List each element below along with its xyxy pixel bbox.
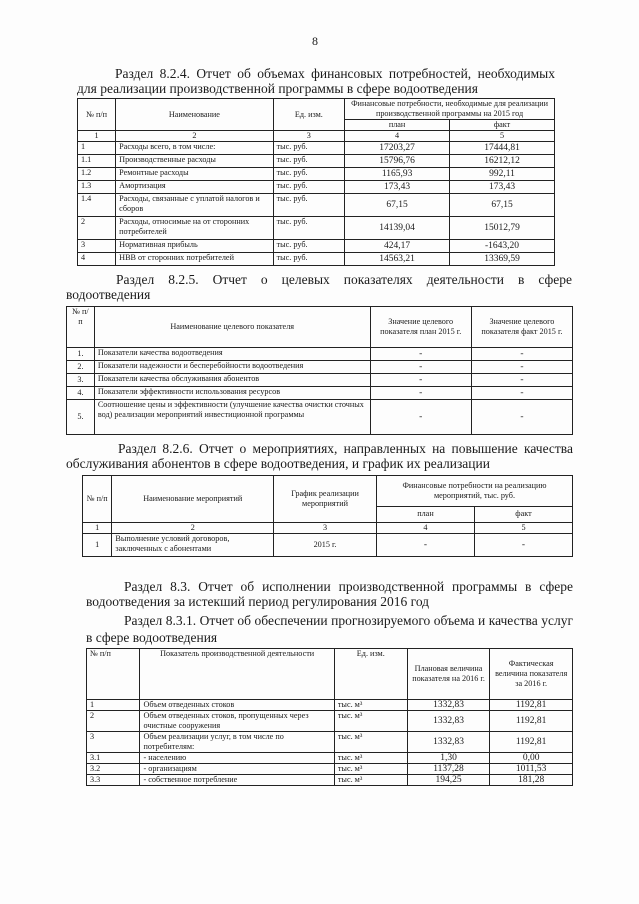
table-cell: тыс. руб. — [273, 194, 345, 217]
table-cell: 1192,81 — [490, 732, 573, 753]
table-cell: - — [471, 374, 572, 387]
table-cell: тыс. руб. — [273, 155, 345, 168]
section-8-2-6-title-text: Раздел 8.2.6. Отчет о мероприятиях, направленных на повышение качества обслуживания абонентов в сфере водоотведения, и график их реализации — [66, 441, 573, 471]
table-cell: 1 — [83, 534, 112, 557]
table-cell: 4. — [67, 387, 95, 400]
table-cell: 1192,81 — [490, 700, 573, 711]
table-cell: тыс. м³ — [334, 732, 407, 753]
header-name: Показатель производственной деятельности — [140, 649, 334, 700]
table-cell: - — [370, 400, 471, 435]
table-row — [78, 155, 555, 168]
table-row — [78, 194, 555, 217]
table-cell: 1.2 — [78, 168, 116, 181]
header-schedule: График реализации мероприятий — [274, 476, 377, 523]
section-8-3-1-title — [86, 612, 573, 646]
table-row — [67, 348, 573, 361]
header-num: № п/п — [78, 99, 116, 131]
column-index: 5 — [450, 131, 555, 142]
column-index: 2 — [112, 523, 274, 534]
column-index: 1 — [83, 523, 112, 534]
table-cell: 173,43 — [345, 181, 450, 194]
table-cell: 0,00 — [490, 753, 573, 764]
column-index: 2 — [116, 131, 273, 142]
table-cell: Производственные расходы — [116, 155, 273, 168]
table-cell: 1332,83 — [407, 711, 490, 732]
table-row — [67, 387, 573, 400]
section-8-2-5-title — [66, 272, 572, 302]
table-cell: - — [471, 361, 572, 374]
page-content — [0, 66, 639, 786]
table-cell: 1332,83 — [407, 732, 490, 753]
financial-needs-table — [77, 98, 555, 266]
column-index: 1 — [78, 131, 116, 142]
column-index: 5 — [474, 523, 572, 534]
header-group: Финансовые потребности, необходимые для реализации производственной программы на 2015 год — [345, 99, 555, 120]
table-cell: - — [370, 348, 471, 361]
column-index-row — [78, 131, 555, 142]
table-cell: 1,30 — [407, 753, 490, 764]
table-cell: 3 — [87, 732, 140, 753]
table-cell: 1.4 — [78, 194, 116, 217]
header-fact: факт — [474, 506, 572, 522]
table-cell: тыс. руб. — [273, 240, 345, 253]
table-cell: тыс. руб. — [273, 253, 345, 266]
table-row — [87, 775, 573, 786]
table-cell: Расходы всего, в том числе: — [116, 142, 273, 155]
table-cell: 1 — [78, 142, 116, 155]
table-cell: тыс. м³ — [334, 711, 407, 732]
table-cell: Нормативная прибыль — [116, 240, 273, 253]
section-8-2-4-title-text: Раздел 8.2.4. Отчет об объемах финансовых потребностей, необходимых для реализации производственной программы в сфере водоотведения — [77, 66, 555, 96]
table-row — [78, 253, 555, 266]
table-row — [87, 700, 573, 711]
table-cell: 173,43 — [450, 181, 555, 194]
table-cell: - — [471, 387, 572, 400]
table-cell: 1192,81 — [490, 711, 573, 732]
section-8-2-6-title — [66, 441, 573, 471]
header-plan: план — [345, 120, 450, 131]
column-index: 3 — [273, 131, 345, 142]
header-name: Наименование мероприятий — [112, 476, 274, 523]
table-cell: - — [471, 348, 572, 361]
column-index-row — [83, 523, 573, 534]
section-8-3-1-title-text: Раздел 8.3.1. Отчет об обеспечении прогнозируемого объема и качества услуг в сфере водоотведения — [86, 613, 573, 645]
table-cell: Расходы, относимые на от сторонних потребителей — [116, 217, 273, 240]
table-row — [67, 374, 573, 387]
table-cell: Ремонтные расходы — [116, 168, 273, 181]
table-cell: Выполнение условий договоров, заключенных с абонентами — [112, 534, 274, 557]
table-cell: Показатели эффективности использования ресурсов — [94, 387, 370, 400]
table-cell: 3.1 — [87, 753, 140, 764]
table-cell: - организациям — [140, 764, 334, 775]
table-cell: тыс. руб. — [273, 181, 345, 194]
table-cell: 1.1 — [78, 155, 116, 168]
table-cell: 13369,59 — [450, 253, 555, 266]
table-cell: 17203,27 — [345, 142, 450, 155]
table-cell: -1643,20 — [450, 240, 555, 253]
section-8-2-4-title — [77, 66, 555, 96]
table-cell: 3. — [67, 374, 95, 387]
header-fact: факт — [450, 120, 555, 131]
table-cell: Объем отведенных стоков, пропущенных через очистные сооружения — [140, 711, 334, 732]
column-index: 4 — [376, 523, 474, 534]
table-cell: - — [474, 534, 572, 557]
header-plan: Значение целевого показателя план 2015 г. — [370, 307, 471, 348]
header-plan: Плановая величина показателя на 2016 г. — [407, 649, 490, 700]
table-cell: 15796,76 — [345, 155, 450, 168]
table-cell: 424,17 — [345, 240, 450, 253]
table-cell: 4 — [78, 253, 116, 266]
table-row — [87, 753, 573, 764]
header-name: Наименование — [116, 99, 273, 131]
table-cell: - населению — [140, 753, 334, 764]
table-cell: 67,15 — [345, 194, 450, 217]
table-row — [78, 217, 555, 240]
table-cell: - — [370, 374, 471, 387]
header-group: Финансовые потребности на реализацию мероприятий, тыс. руб. — [376, 476, 572, 507]
table-row — [67, 400, 573, 435]
table-cell: Расходы, связанные с уплатой налогов и сборов — [116, 194, 273, 217]
table-cell: 3 — [78, 240, 116, 253]
table-row — [78, 181, 555, 194]
table-cell: 1165,93 — [345, 168, 450, 181]
table-cell: - собственное потребление — [140, 775, 334, 786]
table-cell: 1 — [87, 700, 140, 711]
table-cell: 67,15 — [450, 194, 555, 217]
table-cell: Объем реализации услуг, в том числе по потребителям: — [140, 732, 334, 753]
table-cell: 17444,81 — [450, 142, 555, 155]
table-row — [83, 534, 573, 557]
table-cell: НВВ от сторонних потребителей — [116, 253, 273, 266]
table-cell: 181,28 — [490, 775, 573, 786]
table-cell: 1. — [67, 348, 95, 361]
section-8-2-5-title-text: Раздел 8.2.5. Отчет о целевых показателях деятельности в сфере водоотведения — [66, 272, 572, 302]
table-row — [87, 711, 573, 732]
table-cell: 194,25 — [407, 775, 490, 786]
table-cell: Соотношение цены и эффективности (улучшение качества очистки сточных вод) реализации мероприятий инвестиционной программы — [94, 400, 370, 435]
table-cell: тыс. руб. — [273, 217, 345, 240]
table-cell: 14139,04 — [345, 217, 450, 240]
header-unit: Ед. изм. — [334, 649, 407, 700]
column-index: 3 — [274, 523, 377, 534]
header-fact: Фактическая величина показателя за 2016 г. — [490, 649, 573, 700]
table-cell: Амортизация — [116, 181, 273, 194]
table-cell: тыс. м³ — [334, 775, 407, 786]
table-cell: тыс. м³ — [334, 764, 407, 775]
section-8-3-title-text: Раздел 8.3. Отчет об исполнении производственной программы в сфере водоотведения за истекший период регулирования 2016 год — [86, 579, 573, 609]
table-cell: Показатели надежности и бесперебойности водоотведения — [94, 361, 370, 374]
table-cell: 992,11 — [450, 168, 555, 181]
table-row — [87, 764, 573, 775]
table-row — [78, 142, 555, 155]
table-cell: 2015 г. — [274, 534, 377, 557]
table-row — [87, 732, 573, 753]
table-cell: тыс. руб. — [273, 142, 345, 155]
table-cell: 1.3 — [78, 181, 116, 194]
table-cell: 5. — [67, 400, 95, 435]
table-cell: Показатели качества обслуживания абонентов — [94, 374, 370, 387]
table-cell: 16212,12 — [450, 155, 555, 168]
table-row — [78, 168, 555, 181]
table-cell: - — [370, 387, 471, 400]
table-cell: 14563,21 — [345, 253, 450, 266]
table-cell: тыс. м³ — [334, 753, 407, 764]
table-cell: 2 — [78, 217, 116, 240]
table-cell: Показатели качества водоотведения — [94, 348, 370, 361]
table-cell: тыс. м³ — [334, 700, 407, 711]
measures-table — [82, 475, 573, 557]
table-cell: 1011,53 — [490, 764, 573, 775]
table-cell: 15012,79 — [450, 217, 555, 240]
table-cell: 3.3 — [87, 775, 140, 786]
table-cell: тыс. руб. — [273, 168, 345, 181]
section-8-3-title — [86, 579, 573, 609]
header-num: № п/п — [83, 476, 112, 523]
header-name: Наименование целевого показателя — [94, 307, 370, 348]
table-row — [78, 240, 555, 253]
table-cell: 1137,28 — [407, 764, 490, 775]
table-cell: - — [376, 534, 474, 557]
header-num: № п/п — [87, 649, 140, 700]
table-cell: 2. — [67, 361, 95, 374]
table-cell: - — [471, 400, 572, 435]
header-unit: Ед. изм. — [273, 99, 345, 131]
table-cell: 1332,83 — [407, 700, 490, 711]
target-indicators-table — [66, 306, 573, 435]
table-cell: - — [370, 361, 471, 374]
table-row — [67, 361, 573, 374]
header-plan: план — [376, 506, 474, 522]
page-number: 8 — [312, 34, 318, 48]
table-cell: 3.2 — [87, 764, 140, 775]
header-fact: Значение целевого показателя факт 2015 г. — [471, 307, 572, 348]
table-cell: Объем отведенных стоков — [140, 700, 334, 711]
header-num: № п/п — [67, 307, 95, 348]
column-index: 4 — [345, 131, 450, 142]
production-volume-table — [86, 648, 573, 786]
table-cell: 2 — [87, 711, 140, 732]
